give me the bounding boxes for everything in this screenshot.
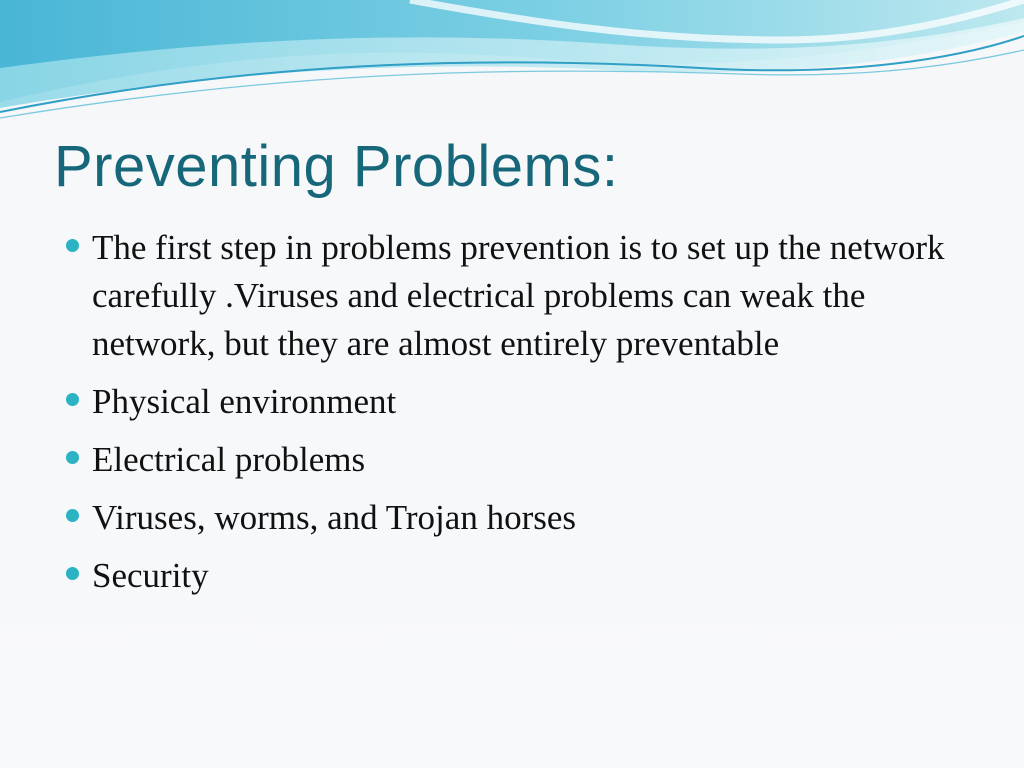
bullet-dot-icon: [66, 393, 79, 406]
bullet-text: Physical environment: [92, 382, 397, 421]
bullet-item-electrical-problems: [62, 436, 962, 484]
bullet-dot-icon: [66, 451, 79, 464]
bullet-list: [62, 224, 962, 610]
bullet-text: Security: [92, 556, 209, 595]
bullet-item-physical-environment: [62, 378, 962, 426]
bullet-item-network-setup: [62, 224, 962, 368]
bullet-item-security: [62, 552, 962, 600]
wave-header-decoration: [0, 0, 1024, 130]
bullet-text: Viruses, worms, and Trojan horses: [92, 498, 577, 537]
slide-title: Preventing Problems:: [54, 134, 619, 199]
bullet-text: Electrical problems: [92, 440, 366, 479]
bullet-item-viruses: [62, 494, 962, 542]
bullet-dot-icon: [66, 239, 79, 252]
bullet-dot-icon: [66, 509, 79, 522]
bullet-dot-icon: [66, 567, 79, 580]
bullet-text: The first step in problems prevention is to set up the network carefully .Viruses and electrical problems can weak the network, but they are almost entirely preventable: [92, 228, 945, 363]
